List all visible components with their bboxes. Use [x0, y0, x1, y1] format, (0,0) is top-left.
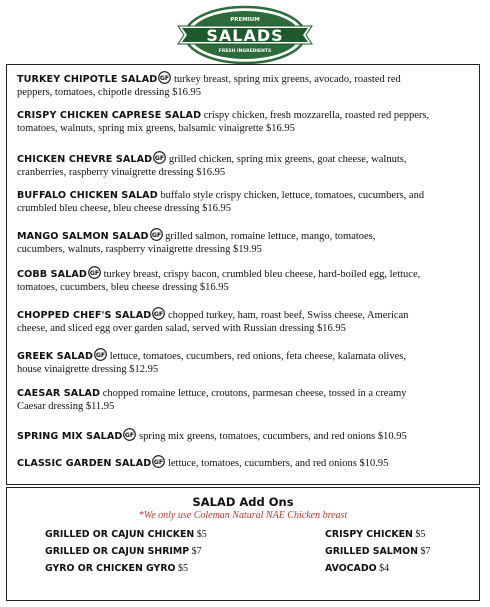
addon-item — [325, 546, 430, 557]
addon-name: GRILLED SALMON — [325, 546, 418, 557]
salad-description-continued: peppers, tomatoes, chipotle dressing $16.95 — [17, 87, 202, 99]
salad-description-continued: tomatoes, cucumbers, bleu cheese dressing $16.95 — [17, 282, 229, 294]
gluten-free-badge-text: GF — [95, 352, 106, 359]
gluten-free-badge-icon — [88, 266, 101, 279]
salad-description-continued: tomatoes, walnuts, spring mix greens, balsamic vinaigrette $16.95 — [17, 123, 295, 135]
salad-name: GREEK SALAD — [17, 351, 94, 362]
gluten-free-badge-icon — [152, 307, 165, 320]
gluten-free-badge-text: GF — [155, 155, 165, 162]
salad-description: crispy chicken, fresh mozzarella, roasted red peppers, — [201, 110, 430, 121]
addon-item — [325, 563, 389, 574]
salad-name: CHICKEN CHEVRE SALAD — [17, 154, 153, 165]
salad-name: BUFFALO CHICKEN SALAD — [17, 190, 158, 201]
addons-title: SALAD Add Ons — [192, 495, 294, 509]
salad-description-continued: cranberries, raspberry vinaigrette dressing $16.95 — [17, 167, 226, 179]
salad-item — [17, 307, 469, 335]
addon-price: $7 — [189, 546, 202, 557]
salad-description: buffalo style crispy chicken, lettuce, tomatoes, cucumbers, and — [157, 190, 425, 201]
salad-item — [17, 189, 469, 215]
addon-name: CRISPY CHICKEN — [325, 529, 413, 540]
salad-name: COBB SALAD — [17, 269, 87, 280]
salad-item — [17, 348, 469, 376]
gluten-free-badge-text: GF — [151, 232, 161, 239]
addon-item — [45, 546, 202, 557]
salad-name: CAESAR SALAD — [17, 388, 101, 399]
logo-top-text: PREMIUM — [230, 17, 260, 23]
gluten-free-badge-icon — [94, 348, 107, 361]
addon-price: $5 — [412, 529, 426, 540]
salad-description: lettuce, tomatoes, cucumbers, and red onions $10.95 — [165, 458, 389, 469]
salad-description: turkey breast, spring mix greens, avocado, roasted red — [171, 74, 401, 85]
salad-description: spring mix greens, tomatoes, cucumbers, and red onions $10.95 — [136, 431, 407, 442]
premium-salads-logo — [170, 4, 320, 66]
salad-item — [17, 455, 469, 470]
gluten-free-badge-icon — [150, 228, 163, 241]
logo-bottom-text: FRESH INGREDIENTS — [218, 49, 272, 54]
gluten-free-badge-text: GF — [154, 459, 164, 466]
logo-emblem — [170, 4, 320, 66]
salad-description: grilled chicken, spring mix greens, goat cheese, walnuts, — [166, 154, 407, 165]
salad-description: chopped romaine lettuce, croutons, parmesan cheese, tossed in a creamy — [100, 388, 407, 399]
addons-note: *We only use Coleman Natural NAE Chicken breast — [138, 510, 348, 521]
addon-name: GRILLED OR CAJUN SHRIMP — [45, 546, 190, 557]
salad-description: chopped turkey, ham, roast beef, Swiss cheese, American — [165, 310, 409, 321]
addon-item — [45, 529, 207, 540]
gluten-free-badge-text: GF — [89, 270, 100, 277]
addon-name: GYRO OR CHICKEN GYRO — [45, 563, 176, 574]
logo-main-text: SALADS — [206, 26, 284, 45]
salad-name: CHOPPED CHEF'S SALAD — [17, 310, 152, 321]
salad-item — [17, 109, 469, 135]
addon-price: $5 — [194, 529, 207, 540]
addon-item — [45, 563, 188, 574]
gluten-free-badge-icon — [153, 151, 166, 164]
salad-description-continued: house vinaigrette dressing $12.95 — [17, 364, 159, 376]
salad-item — [17, 387, 469, 413]
addon-name: AVOCADO — [325, 563, 377, 574]
gluten-free-badge-text: GF — [154, 311, 164, 318]
addon-price: $5 — [175, 563, 189, 574]
salad-name: CRISPY CHICKEN CAPRESE SALAD — [17, 110, 202, 121]
salad-item — [17, 266, 469, 294]
salad-item — [17, 151, 469, 179]
salad-description-continued: crumbled bleu cheese, bleu cheese dressing $16.95 — [17, 203, 232, 215]
salad-description: grilled salmon, romaine lettuce, mango, tomatoes, — [162, 231, 376, 242]
salad-item — [17, 228, 469, 256]
addon-price: $7 — [417, 546, 431, 557]
salad-addons-box — [6, 487, 480, 601]
salad-description-continued: cheese, and sliced egg over garden salad, served with Russian dressing $16.95 — [17, 323, 346, 335]
gluten-free-badge-icon — [123, 428, 136, 441]
salad-name: SPRING MIX SALAD — [17, 431, 123, 442]
salad-menu-box — [6, 64, 480, 485]
gluten-free-badge-text: GF — [160, 75, 170, 82]
addon-price: $4 — [376, 563, 390, 574]
gluten-free-badge-icon — [152, 455, 165, 468]
salad-name: MANGO SALMON SALAD — [17, 231, 149, 242]
salad-name: TURKEY CHIPOTLE SALAD — [17, 74, 158, 85]
salad-description-continued: Caesar dressing $11.95 — [17, 401, 115, 413]
salad-description: lettuce, tomatoes, cucumbers, red onions, feta cheese, kalamata olives, — [107, 351, 406, 362]
salad-description: turkey breast, crispy bacon, crumbled bleu cheese, hard-boiled egg, lettuce, — [101, 269, 421, 280]
addon-item — [325, 529, 425, 540]
gluten-free-badge-text: GF — [125, 432, 135, 439]
gluten-free-badge-icon — [158, 71, 171, 84]
salad-item — [17, 71, 469, 99]
salad-name: CLASSIC GARDEN SALAD — [17, 458, 152, 469]
salad-description-continued: cucumbers, walnuts, raspberry vinaigrette dressing $19.95 — [17, 244, 262, 256]
addon-name: GRILLED OR CAJUN CHICKEN — [45, 529, 195, 540]
salad-item — [17, 428, 469, 443]
